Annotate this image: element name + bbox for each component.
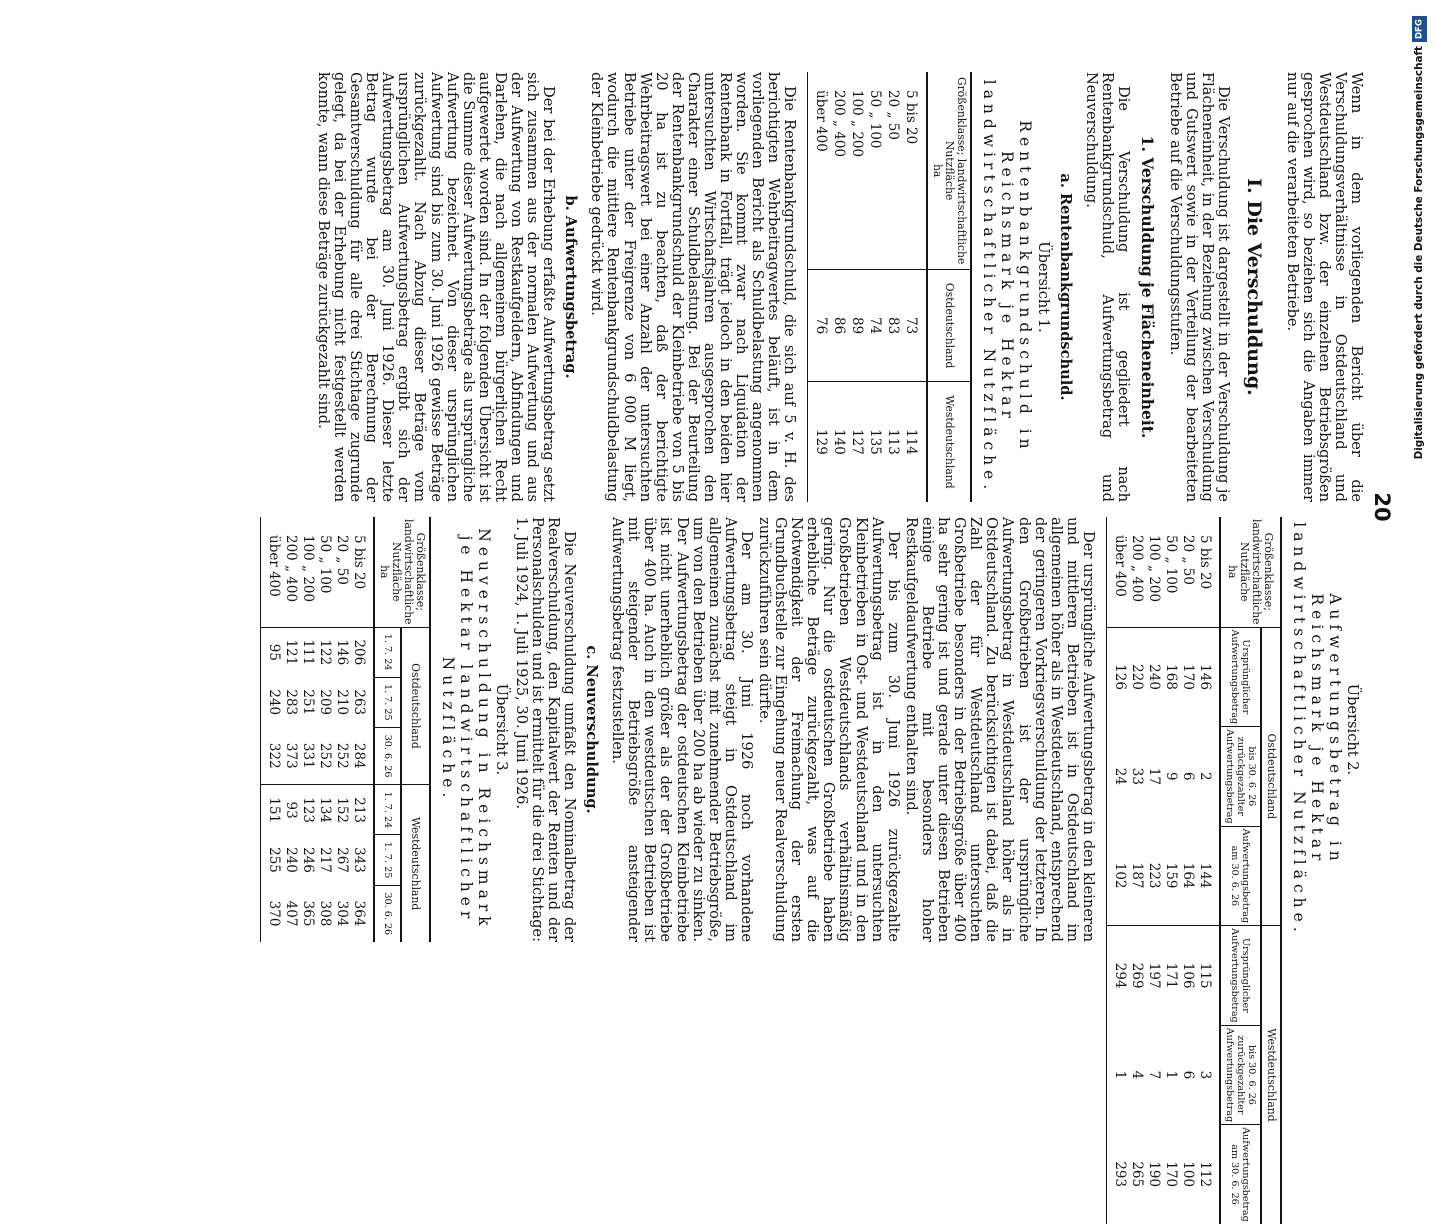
value-cell: 294 xyxy=(1106,926,1128,1026)
size-class-cell: über 400 xyxy=(808,72,831,270)
table-3-class-header: Größenklasse; landwirtschaftliche Nutzfläche ha xyxy=(374,517,430,627)
value-cell: 106 xyxy=(1179,926,1196,1026)
value-cell: 331 xyxy=(299,742,316,769)
table-2-west-header: Westdeutschland xyxy=(1261,926,1281,1224)
value-cell-west: 135 xyxy=(867,381,885,502)
size-class-cell: 50 „ 100 xyxy=(1162,535,1179,594)
value-cell: 9 xyxy=(1162,772,1179,781)
value-cell: 115 xyxy=(1196,926,1220,1026)
value-cell: 187 xyxy=(1128,862,1145,889)
table-3-date-header: 1. 7. 24 xyxy=(374,785,401,835)
table-row xyxy=(1162,517,1179,1224)
table-row xyxy=(260,517,282,942)
size-class-cell: über 400 xyxy=(1106,517,1128,627)
neuverschuldung-paragraph: Die Neuverschuldung umfaßt den Nominalbetrag der Realverschuldung, den Kapitalwert der Renten und der Personalschulden und ist ermittelt für die drei Stichtage: 1. Juli 1924, 1. Juli 1925, 30. Juni 1926. xyxy=(512,517,578,942)
table-row xyxy=(1179,517,1196,1224)
value-cell: 210 xyxy=(333,689,350,716)
value-cell: 1 xyxy=(1106,1025,1128,1125)
value-cell: 7 xyxy=(1145,1070,1162,1080)
table-3-date-header: 1. 7. 24 xyxy=(374,627,401,677)
dfg-credit-text: Digitalisierung gefördert durch die Deutsche Forschungsgemeinschaft xyxy=(1413,46,1425,460)
table-2-sub-header: Aufwertungsbetrag am 30. 6. 26 xyxy=(1220,1125,1261,1224)
value-cell-ost: 89 xyxy=(849,270,867,382)
overview-3-table xyxy=(260,517,431,942)
size-class-cell: 5 bis 20 xyxy=(1196,535,1213,590)
value-cell-ost: 74 xyxy=(867,270,885,382)
value-cell: 171 xyxy=(1162,926,1179,1026)
value-cell: 170 xyxy=(1162,1161,1179,1188)
table-row xyxy=(849,72,867,502)
value-cell: 111 xyxy=(299,627,316,677)
value-cell: 170 xyxy=(1179,627,1196,727)
overview-3-label: Übersicht 3. xyxy=(492,683,510,776)
page-number: 20 xyxy=(1370,492,1394,522)
value-cell: 100 xyxy=(1179,1161,1196,1188)
value-cell: 1 xyxy=(1162,1070,1179,1080)
value-cell-west: 113 xyxy=(885,381,903,502)
table-2-sub-header: Ursprünglicher Aufwertungsbetrag xyxy=(1220,627,1261,727)
value-cell: 308 xyxy=(316,900,333,927)
value-cell: 197 xyxy=(1145,926,1162,1026)
value-cell-ost: 76 xyxy=(808,270,831,382)
overview-1-table xyxy=(808,72,973,502)
overview-2-label: Übersicht 2. xyxy=(1344,683,1361,776)
value-cell: 269 xyxy=(1128,926,1145,1026)
table-3-date-header: 30. 6. 26 xyxy=(374,885,401,942)
size-class-cell: 5 bis 20 xyxy=(903,90,920,145)
value-cell: 3 xyxy=(1196,1070,1213,1080)
value-cell: 217 xyxy=(316,847,333,873)
value-cell: 373 xyxy=(282,742,299,769)
table-row xyxy=(1196,517,1220,1224)
value-cell: 112 xyxy=(1196,1161,1213,1188)
table-3-date-header: 1. 7. 25 xyxy=(374,677,401,727)
document-page xyxy=(108,52,1398,1222)
table-1-class-header: Größenklasse; landwirtschaftliche Nutzfläche ha xyxy=(928,72,972,270)
size-class-cell: 20 „ 50 xyxy=(333,535,350,585)
size-class-cell: 100 „ 200 xyxy=(1145,535,1162,603)
table-row xyxy=(333,517,350,942)
table-1-ost-header: Ostdeutschland xyxy=(928,270,972,382)
value-cell: 293 xyxy=(1106,1125,1128,1224)
dfg-logo: DFG xyxy=(1412,16,1427,42)
rentenbank-paragraph: Die Rentenbankgrundschuld, die sich auf 5 v. H. des berichtigten Wehrbeitragwertes beläuft, ist in dem vorliegenden Bericht als Schuldbelastung angenommen worden. Sie kommt zwar nach Liquidation der Rentenbank in Fortfall, trägt jedoch in den beiden hier untersuchten Wirtschaftsjahren ausgesprochen den Charakter einer Schuldbelastung. Bei der Beurteilung der Rentenbankgrundschuld der Kleinbetriebe von 5 bis 20 ha ist zu beachten, daß der berichtigte Wehrbeitragswert bei einer Anzahl der untersuchten Betriebe unter der Freigrenze von 6 000 M liegt, wodurch die mittlere Rentenbankgrundschuldbelastung der Kleinbetriebe gedrückt wird. xyxy=(588,72,799,502)
value-cell-west: 127 xyxy=(849,381,867,502)
value-cell: 206 xyxy=(350,627,374,677)
table-2-ost-header: Ostdeutschland xyxy=(1261,627,1281,926)
value-cell: 159 xyxy=(1162,862,1179,889)
value-cell: 95 xyxy=(260,627,282,677)
section-title: I. Die Verschuldung. xyxy=(1242,178,1265,396)
table-2-class-header: Größenklasse; landwirtschaftliche Nutzfläche ha xyxy=(1220,517,1281,627)
size-class-cell: 100 „ 200 xyxy=(299,535,316,603)
value-cell: 123 xyxy=(299,785,316,835)
value-cell-ost: 83 xyxy=(885,270,903,382)
size-class-cell: 20 „ 50 xyxy=(1179,535,1196,585)
value-cell: 146 xyxy=(1196,627,1220,727)
aufwertung-analysis-paragraph-3: Der am 30. Juni 1926 noch vorhandene Aufwertungsbetrag steigt in Ostdeutschland im allgemeinen zunächst mit zunehmender Betriebsgröße, um von den Betrieben über 200 ha ab wieder zu sinken. Der Aufwertungsbetrag der ostdeutschen Kleinbetriebe ist nicht unerheblich größer als der der Großbetriebe über 400 ha. Auch in den westdeutschen Betrieben ist mit steigender Betriebsgröße ansteigender Aufwertungsbetrag festzustellen. xyxy=(609,517,755,942)
table-3-west-header: Westdeutschland xyxy=(401,785,430,942)
value-cell: 252 xyxy=(333,742,350,769)
value-cell: 252 xyxy=(316,742,333,769)
value-cell: 365 xyxy=(299,900,316,927)
table-2-sub-header: Aufwertungsbetrag am 30. 6. 26 xyxy=(1220,826,1261,926)
value-cell: 17 xyxy=(1145,767,1162,785)
table-row xyxy=(350,517,374,942)
subsection-c-title: c. Neuverschuldung. xyxy=(583,645,601,814)
value-cell: 265 xyxy=(1128,1161,1145,1188)
value-cell: 246 xyxy=(299,847,316,873)
value-cell: 33 xyxy=(1128,767,1145,785)
value-cell: 164 xyxy=(1179,862,1196,889)
value-cell: 263 xyxy=(350,689,367,716)
subsection-b-title: b. Aufwertungsbetrag. xyxy=(562,195,580,379)
table-row xyxy=(1145,517,1162,1224)
size-class-cell: 20 „ 50 xyxy=(885,90,902,140)
table-1-west-header: Westdeutschland xyxy=(928,381,972,502)
subsection-a-title: a. Rentenbankgrundschuld. xyxy=(1056,173,1074,401)
value-cell-west: 129 xyxy=(808,381,831,502)
table-2-sub-header: Ursprünglicher Aufwertungsbetrag xyxy=(1220,926,1261,1026)
table-row xyxy=(1128,517,1145,1224)
size-class-cell: 5 bis 20 xyxy=(350,535,367,590)
aufwertung-analysis-paragraph-1: Der ursprüngliche Aufwertungsbetrag in den kleineren und mittleren Betrieben ist in Ostdeutschland im allgemeinen höher als in Westdeutschland, entsprechend der geringeren Vorkriegsverschuldung der letzteren. In den Großbetrieben ist der ursprüngliche Aufwertungsbetrag in Westdeutschland höher als in Ostdeutschland. Zu berücksichtigen ist dabei, daß die Zahl der für Westdeutschland untersuchten Großbetriebe besonders in der Betriebsgröße über 400 ha sehr gering ist und gerade unter diesen Betrieben einige Betriebe mit besonders hoher Restkaufgeldaufwertung enthalten sind. xyxy=(902,517,1097,942)
size-class-cell: 50 „ 100 xyxy=(867,90,884,149)
value-cell: 284 xyxy=(350,742,367,769)
value-cell: 213 xyxy=(350,785,374,835)
value-cell-west: 140 xyxy=(831,381,849,502)
value-cell: 146 xyxy=(333,627,350,677)
table-2-sub-header: bis 30. 6. 26 zurückgezahlter Aufwertungsbetrag xyxy=(1220,727,1261,827)
value-cell: 152 xyxy=(333,785,350,835)
rotated-page-container xyxy=(108,52,1398,1222)
value-cell: 102 xyxy=(1106,826,1128,926)
right-column xyxy=(108,517,1364,1222)
left-column xyxy=(108,72,1364,502)
value-cell: 364 xyxy=(350,900,367,927)
value-cell: 251 xyxy=(299,689,316,716)
value-cell: 6 xyxy=(1179,1070,1196,1080)
table-3-date-header: 1. 7. 25 xyxy=(374,835,401,885)
subsection-1-paragraph: Die Verschuldung ist gegliedert nach Rentenbankgrundschuld, Aufwertungsbetrag und Neuverschuldung. xyxy=(1082,72,1132,502)
table-2-sub-header: bis 30. 6. 26 zurückgezahlter Aufwertungsbetrag xyxy=(1220,1025,1261,1125)
value-cell: 370 xyxy=(260,885,282,942)
table-3-ost-header: Ostdeutschland xyxy=(401,627,430,785)
value-cell: 134 xyxy=(316,785,333,835)
value-cell: 6 xyxy=(1179,772,1196,781)
value-cell: 144 xyxy=(1196,862,1213,889)
value-cell: 240 xyxy=(1145,627,1162,727)
table-row xyxy=(831,72,849,502)
value-cell: 304 xyxy=(333,900,350,927)
size-class-cell: 200 „ 400 xyxy=(282,535,299,603)
value-cell: 240 xyxy=(260,677,282,727)
value-cell: 122 xyxy=(316,627,333,677)
section-paragraph: Die Verschuldung ist dargestellt in der Verschuldung je Flächeneinheit, in der Beziehung zwischen Verschuldung und Gutswert sowie in der Verteilung der bearbeiteten Betriebe auf die Verschuldungsstufen. xyxy=(1167,72,1233,502)
size-class-cell: 100 „ 200 xyxy=(849,90,866,158)
table-row xyxy=(903,72,928,502)
overview-3-title: Neuverschuldung in Reichsmark je Hektar landwirtschaftlicher Nutzfläche. xyxy=(438,528,493,931)
value-cell: 240 xyxy=(282,847,299,873)
value-cell: 4 xyxy=(1128,1070,1145,1080)
overview-1-label: Übersicht 1. xyxy=(1034,241,1052,333)
intro-paragraph: Wenn in dem vorliegenden Bericht über die Verschuldungsverhältnisse in Ostdeutschland und Westdeutschland bzw. der einzelnen Betriebsgrößen gesprochen wird, so beziehen sich die Angaben immer nur auf die verarbeiteten Betriebe. xyxy=(1283,72,1365,502)
table-row xyxy=(808,72,831,502)
value-cell-west: 114 xyxy=(903,381,928,502)
value-cell: 255 xyxy=(260,835,282,885)
size-class-cell: über 400 xyxy=(260,517,282,627)
value-cell: 126 xyxy=(1106,627,1128,727)
value-cell: 267 xyxy=(333,847,350,873)
size-class-cell: 200 „ 400 xyxy=(1128,535,1145,603)
aufwertung-analysis-paragraph-2: Der bis zum 30. Juni 1926 zurückgezahlte Aufwertungsbetrag ist in den untersuchten Kleinbetrieben in Ost- und Westdeutschland und in den Großbetrieben Westdeutschlands verhältnismäßig gering. Nur die ostdeutschen Großbetriebe haben erhebliche Beträge zurückgezahlt, was auf die Notwendigkeit der Freimachung der ersten Grundbuchstelle zur Eingehung neuer Realverschuldung zurückzuführen sein dürfte. xyxy=(756,517,902,942)
table-row xyxy=(299,517,316,942)
aufwertung-paragraph: Der bei der Erhebung erfaßte Aufwertungsbetrag setzt sich zusammen aus der normalen Aufwertung und aus der Aufwertung von Restkaufgeldern, Abfindungen und Darlehen, die nach allgemeinem bürgerlichen Recht aufgewertet worden sind. In der folgenden Übersicht ist die Summe dieser Aufwertungsbeträge als ursprüngliche Aufwertung bezeichnet. Von dieser ursprünglichen Aufwertung sind bis zum 30. Juni 1926 gewisse Beträge zurückgezahlt. Nach Abzug dieser Beträge vom ursprünglichen Aufwertungsbetrag ergibt sich der Aufwertungsbetrag am 30. Juni 1926. Dieser letzte Betrag wurde bei der Berechnung der Gesamtverschuldung für alle drei Stichtage zugrunde gelegt, da bei der Erhebung nicht festgestellt werden konnte, wann diese Beträge zurückgezahlt sind. xyxy=(314,72,558,502)
overview-2-table xyxy=(1106,517,1282,1224)
value-cell: 24 xyxy=(1106,727,1128,827)
value-cell: 2 xyxy=(1196,772,1213,781)
value-cell: 168 xyxy=(1162,627,1179,727)
value-cell: 223 xyxy=(1145,862,1162,889)
value-cell: 121 xyxy=(282,627,299,677)
size-class-cell: 200 „ 400 xyxy=(831,90,848,158)
value-cell: 322 xyxy=(260,727,282,784)
overview-1-title: Rentenbankgrundschuld in Reichsmark je Hektar landwirtschaftlicher Nutzfläche. xyxy=(980,79,1035,495)
value-cell: 407 xyxy=(282,900,299,927)
overview-2-title: Aufwertungsbetrag in Reichsmark je Hektar landwirtschaftlicher Nutzfläche. xyxy=(1289,522,1344,937)
value-cell: 190 xyxy=(1145,1161,1162,1188)
table-3-date-header: 30. 6. 26 xyxy=(374,727,401,784)
value-cell: 343 xyxy=(350,847,367,873)
value-cell: 209 xyxy=(316,689,333,716)
value-cell-ost: 86 xyxy=(831,270,849,382)
table-row xyxy=(316,517,333,942)
value-cell: 220 xyxy=(1128,627,1145,727)
value-cell: 283 xyxy=(282,689,299,716)
table-row xyxy=(1106,517,1128,1224)
value-cell: 151 xyxy=(260,785,282,835)
table-row xyxy=(885,72,903,502)
table-row xyxy=(867,72,885,502)
dfg-credit xyxy=(1412,16,1428,459)
table-row xyxy=(282,517,299,942)
value-cell-ost: 73 xyxy=(903,270,928,382)
value-cell: 93 xyxy=(282,785,299,835)
subsection-1-title: 1. Verschuldung je Flächeneinheit. xyxy=(1138,135,1158,439)
size-class-cell: 50 „ 100 xyxy=(316,535,333,594)
